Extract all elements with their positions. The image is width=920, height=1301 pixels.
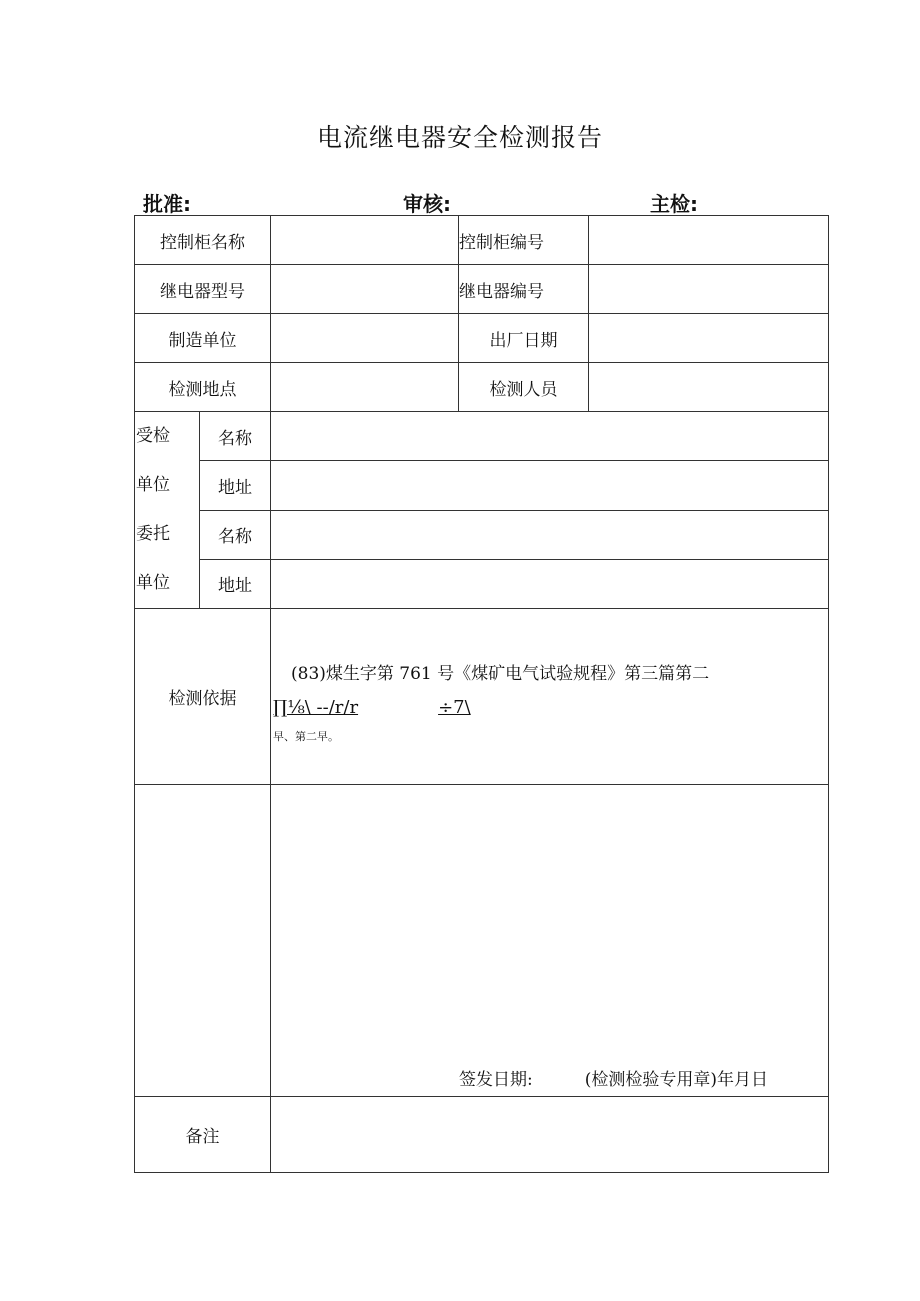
test-location-label: 检测地点 xyxy=(135,363,271,412)
entrusting-address-label: 地址 xyxy=(200,559,271,608)
cabinet-no-label: 控制柜编号 xyxy=(459,216,589,265)
issue-date-label: 签发日期: xyxy=(459,1070,533,1090)
inspected-name-label: 名称 xyxy=(200,412,271,461)
seal-text: (检测检验专用章)年月日 xyxy=(584,1070,768,1090)
inspected-unit-label-bottom: 单位 xyxy=(136,475,170,495)
row-entrusting-address xyxy=(135,559,829,608)
basis-line-3: 早、第二早。 xyxy=(273,730,339,743)
factory-date-label: 出厂日期 xyxy=(459,314,589,363)
test-location-field[interactable] xyxy=(271,363,459,412)
row-inspected-name xyxy=(135,412,829,461)
unit-labels xyxy=(135,412,200,609)
inspected-address-label: 地址 xyxy=(200,461,271,510)
review-label: 审核: xyxy=(403,192,451,216)
report-title: 电流继电器安全检测报告 xyxy=(316,123,603,152)
relay-model-field[interactable] xyxy=(271,265,459,314)
manufacturer-label: 制造单位 xyxy=(135,314,271,363)
row-basis xyxy=(135,609,829,785)
entrusting-unit-label-top: 委托 xyxy=(136,524,170,544)
entrusting-name-field[interactable] xyxy=(271,510,829,559)
entrusting-name-label: 名称 xyxy=(200,510,271,559)
relay-no-field[interactable] xyxy=(589,265,829,314)
entrusting-address-field[interactable] xyxy=(271,559,829,608)
basis-line-1: (83)煤生字第 761 号《煤矿电气试验规程》第三篇第二 xyxy=(291,664,710,684)
report-table xyxy=(134,215,829,1173)
cabinet-name-label: 控制柜名称 xyxy=(135,216,271,265)
row-entrusting-name xyxy=(135,510,829,559)
result-label-cell xyxy=(135,785,271,1097)
manufacturer-field[interactable] xyxy=(271,314,459,363)
basis-line-2a: ∏⅛\ --/r/r xyxy=(273,697,359,718)
basis-line-2b: ÷7\ xyxy=(438,697,471,718)
factory-date-field[interactable] xyxy=(589,314,829,363)
result-content[interactable] xyxy=(271,785,829,1097)
row-remarks xyxy=(135,1097,829,1173)
basis-content xyxy=(271,609,829,785)
row-inspected-address xyxy=(135,461,829,510)
cabinet-no-field[interactable] xyxy=(589,216,829,265)
row-result xyxy=(135,785,829,1097)
row-relay xyxy=(135,265,829,314)
inspected-name-field[interactable] xyxy=(271,412,829,461)
issue-date-line xyxy=(459,1065,768,1090)
tester-label: 检测人员 xyxy=(459,363,589,412)
relay-no-label: 继电器编号 xyxy=(459,265,589,314)
row-manufacturer xyxy=(135,314,829,363)
basis-line-2 xyxy=(273,697,471,718)
basis-label: 检测依据 xyxy=(135,609,271,785)
approve-label: 批准: xyxy=(143,192,191,216)
remarks-field[interactable] xyxy=(271,1097,829,1173)
tester-field[interactable] xyxy=(589,363,829,412)
relay-model-label: 继电器型号 xyxy=(135,265,271,314)
row-cabinet xyxy=(135,216,829,265)
inspected-unit-label-top: 受检 xyxy=(136,426,170,446)
row-location xyxy=(135,363,829,412)
inspect-label: 主检: xyxy=(650,192,698,216)
inspected-address-field[interactable] xyxy=(271,461,829,510)
cabinet-name-field[interactable] xyxy=(271,216,459,265)
entrusting-unit-label-bottom: 单位 xyxy=(136,573,170,593)
remarks-label: 备注 xyxy=(135,1097,271,1173)
